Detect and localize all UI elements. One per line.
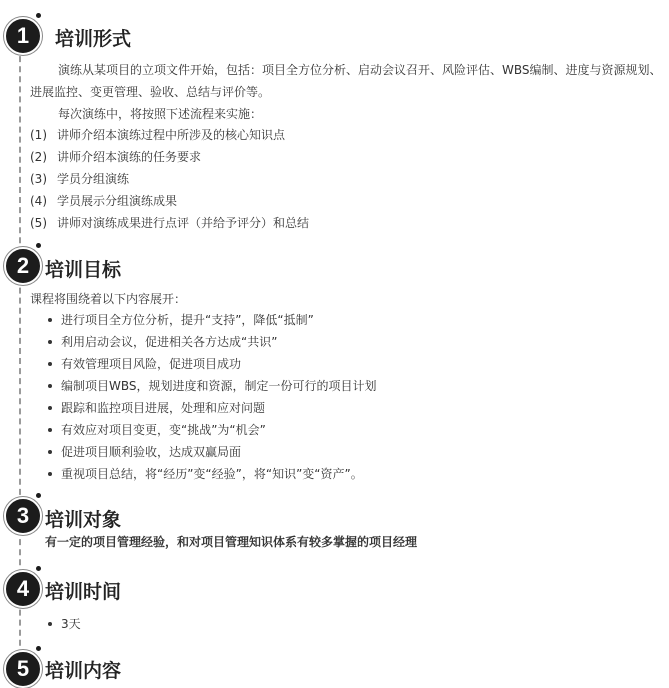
section-title-training-audience: 培训对象 — [45, 509, 122, 531]
badge-dot — [36, 13, 41, 18]
step-item — [30, 124, 285, 146]
goal-list-item: 有效应对项目变更，变“挑战”为“机会” — [48, 419, 266, 441]
section-number-badge: 2 — [4, 247, 42, 285]
format-intro-paragraph: 演练从某项目的立项文件开始，包括：项目全方位分析、启动会议召开、风险评估、WBS编制、进度与资源规划、进展监控、变更管理、验收、总结与评价等。 — [30, 63, 662, 99]
step-item — [30, 212, 309, 234]
badge-dot — [36, 566, 41, 571]
audience-text: 有一定的项目管理经验，和对项目管理知识体系有较多掌握的项目经理 — [45, 535, 418, 549]
step-text: 讲师介绍本演练过程中所涉及的核心知识点 — [57, 128, 286, 142]
step-number: (5) — [30, 216, 47, 230]
section-title-training-content: 培训内容 — [45, 660, 122, 682]
goals-intro: 课程将围绕着以下内容展开： — [30, 292, 187, 306]
section-number-badge: 5 — [4, 650, 42, 688]
step-text: 学员展示分组演练成果 — [57, 194, 178, 208]
goal-list-item: 利用启动会议，促进相关各方达成“共识” — [48, 331, 277, 353]
section-number-badge: 3 — [4, 497, 42, 535]
step-item — [30, 168, 129, 190]
section-title-training-format: 培训形式 — [55, 28, 132, 50]
goal-list-item: 编制项目WBS，规划进度和资源，制定一份可行的项目计划 — [48, 375, 377, 397]
duration-list-item: 3天 — [48, 613, 81, 635]
badge-dot — [36, 493, 41, 498]
badge-dot — [36, 646, 41, 651]
badge-dot — [36, 243, 41, 248]
goal-list-item: 重视项目总结，将“经历”变“经验”，将“知识”变“资产”。 — [48, 463, 363, 485]
step-number: (2) — [30, 150, 47, 164]
section-number-badge: 1 — [4, 17, 42, 55]
step-text: 讲师对演练成果进行点评（并给予评分）和总结 — [57, 216, 310, 230]
step-number: (1) — [30, 128, 47, 142]
goal-list-item: 进行项目全方位分析，提升“支持”，降低“抵制” — [48, 309, 314, 331]
format-flow-intro: 每次演练中，将按照下述流程来实施： — [58, 107, 263, 121]
step-number: (3) — [30, 172, 47, 186]
goal-list-item: 促进项目顺利验收，达成双赢局面 — [48, 441, 241, 463]
section-title-training-goals: 培训目标 — [45, 259, 122, 281]
goal-list-item: 有效管理项目风险，促进项目成功 — [48, 353, 241, 375]
step-text: 讲师介绍本演练的任务要求 — [57, 150, 202, 164]
step-item — [30, 190, 177, 212]
step-item — [30, 146, 201, 168]
section-number-badge: 4 — [4, 570, 42, 608]
step-text: 学员分组演练 — [57, 172, 130, 186]
goal-list-item: 跟踪和监控项目进展，处理和应对问题 — [48, 397, 265, 419]
section-title-training-duration: 培训时间 — [45, 581, 122, 603]
step-number: (4) — [30, 194, 47, 208]
